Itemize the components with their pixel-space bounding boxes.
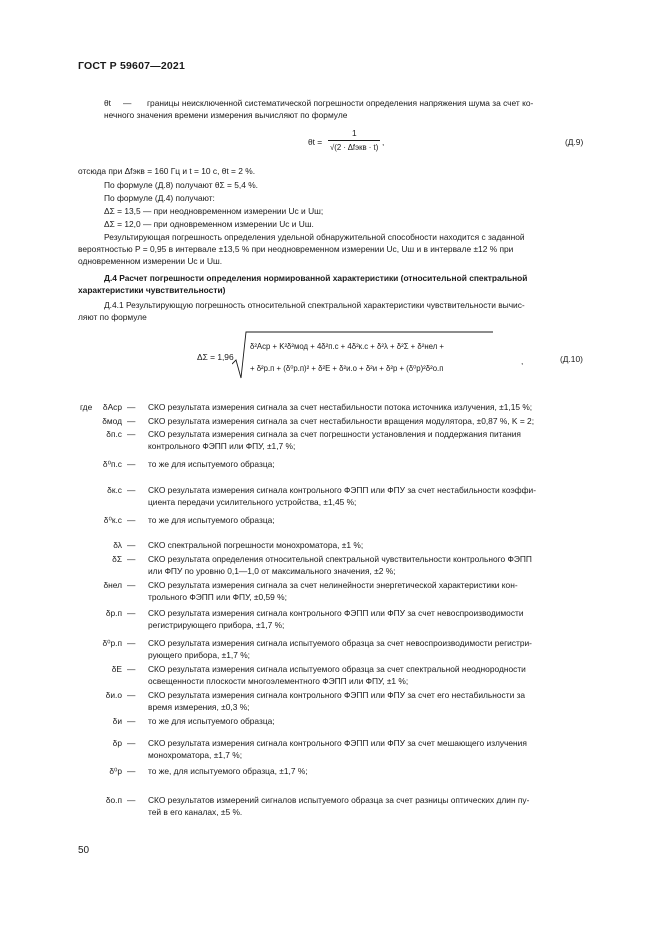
- definition-text: СКО результатов измерений сигналов испытуемого образца за счет разницы оптических длин пу-: [148, 795, 530, 805]
- definition-dash: —: [127, 638, 136, 648]
- definition-text: то же для испытуемого образца;: [148, 515, 275, 525]
- definition-dash: —: [127, 716, 136, 726]
- definition-text: СКО результата измерения сигнала контрольного ФЭПП или ФПУ за счет мешающего излучения: [148, 738, 527, 748]
- definition-dash: —: [127, 738, 136, 748]
- definition-text: СКО результата измерения сигнала контрольного ФЭПП или ФПУ за счет невоспроизводимости: [148, 608, 524, 618]
- definition-text: рующего прибора, ±1,7 %;: [148, 650, 250, 660]
- formula-d9-numerator: 1: [352, 128, 357, 138]
- section-title-line1: Д.4 Расчет погрешности определения нормированной характеристики (относительной спектральной: [104, 273, 528, 283]
- definition-dash: —: [127, 554, 136, 564]
- definition-text: то же для испытуемого образца;: [148, 459, 275, 469]
- formula-d9-denominator: √(2 · Δfэкв · t): [330, 143, 379, 152]
- result-line3: одновременном измерении Uс и Uш.: [78, 256, 223, 266]
- document-header: ГОСТ Р 59607—2021: [78, 60, 186, 72]
- definition-text: СКО результата измерения сигнала испытуемого образца за счет невоспроизводимости регистри-: [148, 638, 532, 648]
- definition-dash: —: [127, 402, 136, 412]
- definition-symbol: δп.с: [106, 429, 122, 439]
- definition-text: тей в его каналах, ±5 %.: [148, 807, 243, 817]
- definition-symbol: δΣ: [112, 554, 122, 564]
- definition-dash: —: [127, 664, 136, 674]
- definition-symbol: δАср: [102, 402, 122, 412]
- definition-symbol: δ⁰р.п: [102, 638, 122, 648]
- definition-symbol: δнел: [103, 580, 122, 590]
- definition-dash: —: [127, 766, 136, 776]
- definition-text: регистрирующего прибора, ±1,7 %;: [148, 620, 285, 630]
- text-line: По формуле (Д.8) получают θΣ = 5,4 %.: [104, 180, 258, 190]
- definition-dash: —: [127, 429, 136, 439]
- section-para-line2: ляют по формуле: [78, 312, 147, 322]
- text-line: отсюда при Δfэкв = 160 Гц и t = 10 с, θt = 2 %.: [78, 166, 256, 176]
- definition-symbol: δр: [112, 738, 122, 748]
- definition-text: СКО результата измерения сигнала контрольного ФЭПП или ФПУ за счет нестабильности коэффи-: [148, 485, 536, 495]
- definition-text: монохроматора, ±1,7 %;: [148, 750, 243, 760]
- definition-dash: —: [127, 795, 136, 805]
- page-number: 50: [78, 845, 90, 856]
- definition-text: СКО результата измерения сигнала контрольного ФЭПП или ФПУ за счет его нестабильности за: [148, 690, 526, 700]
- definition-dash: —: [127, 608, 136, 618]
- formula-d10-row1: δ²Аср + K²δ²мод + 4δ²п.с + 4δ²к.с + δ²λ + δ²Σ + δ²нел +: [250, 342, 444, 351]
- theta-symbol: θt: [104, 98, 111, 108]
- definition-text: время измерения, ±0,3 %;: [148, 702, 250, 712]
- definition-dash: —: [127, 540, 136, 550]
- definition-dash: —: [127, 485, 136, 495]
- formula-d10-label: (Д.10): [560, 354, 583, 364]
- theta-def-line1: границы неисключенной систематической погрешности определения напряжения шума за счет ко-: [147, 98, 534, 108]
- text-line: ΔΣ = 12,0 — при одновременном измерении Uс и Uш.: [104, 219, 314, 229]
- formula-d9-tail: ,: [382, 137, 385, 147]
- definition-dash: —: [127, 416, 136, 426]
- definition-text: СКО результата измерения сигнала испытуемого образца за счет спектральной неоднородности: [148, 664, 526, 674]
- formula-d9-lhs: θt =: [308, 137, 323, 147]
- definition-symbol: δр.п: [105, 608, 122, 618]
- definition-symbol: δE: [111, 664, 122, 674]
- section-para-line1: Д.4.1 Результирующую погрешность относительной спектральной характеристики чувствительности вычис-: [104, 300, 525, 310]
- definition-symbol: δи.о: [105, 690, 122, 700]
- definition-symbol: δмод: [102, 416, 122, 426]
- definition-symbol: δ⁰р: [109, 766, 122, 776]
- definition-text: то же, для испытуемого образца, ±1,7 %;: [148, 766, 308, 776]
- definition-symbol: δ⁰п.с: [102, 459, 122, 469]
- definition-text: СКО результата определения относительной спектральной чувствительности контрольного ФЭПП: [148, 554, 532, 564]
- formula-d10-row2: + δ²р.п + (δ⁰р.п)² + δ²E + δ²и.о + δ²и + δ²р + (δ⁰р)²δ²о.п: [250, 364, 444, 373]
- definition-symbol: δи: [112, 716, 122, 726]
- definition-text: трольного ФЭПП или ФПУ, ±0,59 %;: [148, 592, 287, 602]
- fraction-bar: [328, 140, 380, 141]
- definition-dash: —: [127, 580, 136, 590]
- definition-text: то же для испытуемого образца;: [148, 716, 275, 726]
- definition-symbol: δк.с: [107, 485, 122, 495]
- definition-text: СКО спектральной погрешности монохроматора, ±1 %;: [148, 540, 364, 550]
- result-line2: вероятностью P = 0,95 в интервале ±13,5 % при неодновременном измерении Uс, Uш и в интервале ±12 % при: [78, 244, 514, 254]
- definition-symbol: δλ: [113, 540, 122, 550]
- definition-symbol: δ⁰к.с: [103, 515, 122, 525]
- text-line: По формуле (Д.4) получают:: [104, 193, 215, 203]
- definition-text: или ФПУ по уровню 0,1—1,0 от максимального значения, ±2 %;: [148, 566, 396, 576]
- theta-def-line2: нечного значения времени измерения вычисляют по формуле: [104, 110, 348, 120]
- definition-text: СКО результата измерения сигнала за счет нестабильности потока источника излучения, ±1,15 %;: [148, 402, 533, 412]
- text-line: ΔΣ = 13,5 — при неодновременном измерении Uс и Uш;: [104, 206, 324, 216]
- formula-d9-label: (Д.9): [565, 137, 584, 147]
- definition-text: контрольного ФЭПП или ФПУ, ±1,7 %;: [148, 441, 296, 451]
- definition-dash: —: [127, 459, 136, 469]
- definition-dash: —: [127, 515, 136, 525]
- definition-text: освещенности плоскости многоэлементного ФЭПП или ФПУ, ±1 %;: [148, 676, 409, 686]
- definition-symbol: δо.п: [105, 795, 122, 805]
- definition-text: циента передачи усилительного устройства, ±1,45 %;: [148, 497, 357, 507]
- formula-d10-tail: ,: [521, 356, 524, 366]
- theta-dash: —: [123, 98, 132, 108]
- formula-d10-lhs: ΔΣ = 1,96: [197, 352, 234, 362]
- definition-text: СКО результата измерения сигнала за счет погрешности установления и поддержания питания: [148, 429, 521, 439]
- definition-text: СКО результата измерения сигнала за счет нелинейности энергетической характеристики кон-: [148, 580, 518, 590]
- result-line1: Результирующая погрешность определения удельной обнаружительной способности находится с заданной: [104, 232, 525, 242]
- definition-text: СКО результата измерения сигнала за счет нестабильности вращения модулятора, ±0,87 %, K = 2;: [148, 416, 535, 426]
- definition-dash: —: [127, 690, 136, 700]
- where-label: где: [80, 402, 93, 412]
- section-title-line2: характеристики чувствительности): [78, 285, 226, 295]
